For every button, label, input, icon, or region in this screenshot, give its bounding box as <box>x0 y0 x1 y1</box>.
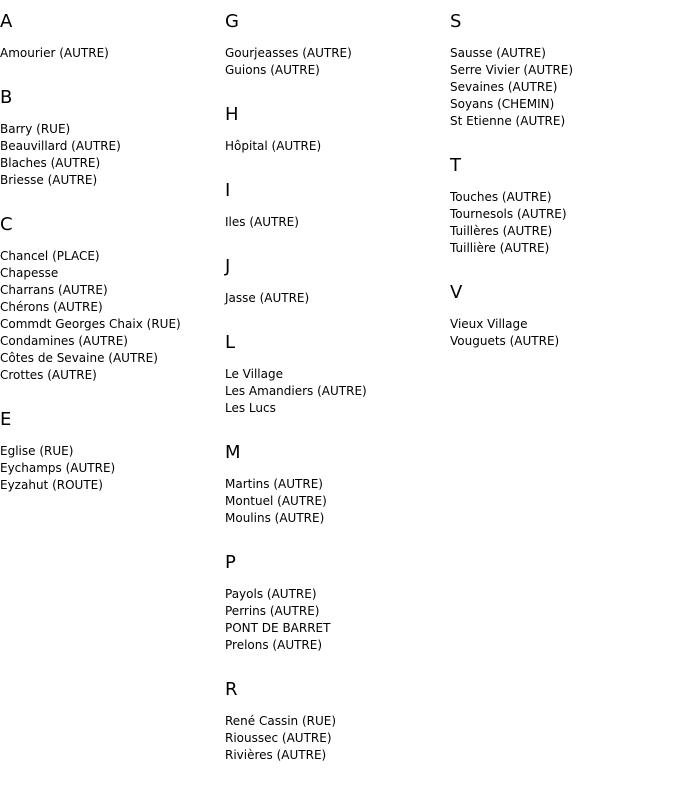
street-link[interactable]: Le Village <box>225 367 283 381</box>
street-link[interactable]: Sevaines (AUTRE) <box>450 80 558 94</box>
street-link[interactable]: Tournesols (AUTRE) <box>450 207 567 221</box>
street-link[interactable]: Les Amandiers (AUTRE) <box>225 384 367 398</box>
letter-group <box>225 678 445 764</box>
letter-group <box>225 551 445 654</box>
street-link[interactable]: Moulins (AUTRE) <box>225 511 325 525</box>
index-column-2 <box>225 10 445 788</box>
street-link[interactable]: Eyzahut (ROUTE) <box>0 478 103 492</box>
street-link[interactable]: Tuillères (AUTRE) <box>450 224 553 238</box>
street-list <box>0 248 220 384</box>
letter-heading: R <box>225 679 238 700</box>
street-list <box>0 443 220 494</box>
letter-group <box>0 86 220 189</box>
letter-group <box>225 255 445 307</box>
street-list <box>450 316 670 350</box>
letter-heading: T <box>450 155 461 176</box>
letter-group <box>0 408 220 494</box>
street-link[interactable]: Eglise (RUE) <box>0 444 74 458</box>
street-link[interactable]: Sausse (AUTRE) <box>450 46 546 60</box>
letter-group <box>225 331 445 417</box>
street-link[interactable]: PONT DE BARRET <box>225 621 331 635</box>
street-link[interactable]: Touches (AUTRE) <box>450 190 552 204</box>
street-link[interactable]: Condamines (AUTRE) <box>0 334 128 348</box>
street-link[interactable]: Perrins (AUTRE) <box>225 604 320 618</box>
letter-heading: E <box>0 409 12 430</box>
street-link[interactable]: Briesse (AUTRE) <box>0 173 98 187</box>
street-link[interactable]: Chapesse <box>0 266 59 280</box>
letter-group <box>225 441 445 527</box>
street-list <box>225 290 445 307</box>
street-list <box>450 189 670 257</box>
street-list <box>0 121 220 189</box>
street-link[interactable]: Soyans (CHEMIN) <box>450 97 555 111</box>
letter-heading: M <box>225 442 241 463</box>
letter-heading: B <box>0 87 13 108</box>
street-list <box>225 366 445 417</box>
street-link[interactable]: Beauvillard (AUTRE) <box>0 139 121 153</box>
street-link[interactable]: Blaches (AUTRE) <box>0 156 101 170</box>
street-link[interactable]: Iles (AUTRE) <box>225 215 299 229</box>
street-link[interactable]: René Cassin (RUE) <box>225 714 337 728</box>
letter-group <box>0 213 220 384</box>
street-list <box>225 138 445 155</box>
street-link[interactable]: Chancel (PLACE) <box>0 249 100 263</box>
street-list <box>225 45 445 79</box>
letter-heading: I <box>225 180 231 201</box>
letter-heading: J <box>225 256 231 277</box>
letter-heading: A <box>0 11 13 32</box>
letter-group <box>450 10 670 130</box>
street-link[interactable]: Barry (RUE) <box>0 122 71 136</box>
street-link[interactable]: Jasse (AUTRE) <box>225 291 310 305</box>
street-link[interactable]: Les Lucs <box>225 401 276 415</box>
street-link[interactable]: Martins (AUTRE) <box>225 477 323 491</box>
street-link[interactable]: Eychamps (AUTRE) <box>0 461 116 475</box>
street-link[interactable]: Gourjeasses (AUTRE) <box>225 46 352 60</box>
letter-group <box>225 10 445 79</box>
street-list <box>225 214 445 231</box>
street-list <box>450 45 670 130</box>
letter-group <box>225 103 445 155</box>
letter-heading: G <box>225 11 239 32</box>
letter-heading: S <box>450 11 462 32</box>
letter-heading: H <box>225 104 239 125</box>
letter-heading: C <box>0 214 13 235</box>
street-link[interactable]: Charrans (AUTRE) <box>0 283 108 297</box>
street-list <box>225 476 445 527</box>
letter-heading: P <box>225 552 236 573</box>
letter-group <box>225 179 445 231</box>
street-link[interactable]: Chérons (AUTRE) <box>0 300 103 314</box>
letter-group <box>450 154 670 257</box>
street-link[interactable]: Rioussec (AUTRE) <box>225 731 332 745</box>
letter-heading: L <box>225 332 236 353</box>
street-link[interactable]: Hôpital (AUTRE) <box>225 139 322 153</box>
index-column-1 <box>0 10 220 518</box>
street-link[interactable]: Prelons (AUTRE) <box>225 638 323 652</box>
letter-group <box>0 10 220 62</box>
street-link[interactable]: Amourier (AUTRE) <box>0 46 109 60</box>
street-link[interactable]: Montuel (AUTRE) <box>225 494 327 508</box>
street-list <box>0 45 220 62</box>
street-link[interactable]: St Etienne (AUTRE) <box>450 114 566 128</box>
street-link[interactable]: Vieux Village <box>450 317 528 331</box>
street-list <box>225 586 445 654</box>
index-column-3 <box>450 10 670 374</box>
street-link[interactable]: Tuillière (AUTRE) <box>450 241 550 255</box>
street-link[interactable]: Serre Vivier (AUTRE) <box>450 63 574 77</box>
street-link[interactable]: Vouguets (AUTRE) <box>450 334 560 348</box>
street-link[interactable]: Payols (AUTRE) <box>225 587 317 601</box>
letter-group <box>450 281 670 350</box>
street-link[interactable]: Crottes (AUTRE) <box>0 368 97 382</box>
letter-heading: V <box>450 282 463 303</box>
street-list <box>225 713 445 764</box>
street-link[interactable]: Guions (AUTRE) <box>225 63 320 77</box>
street-link[interactable]: Côtes de Sevaine (AUTRE) <box>0 351 158 365</box>
street-link[interactable]: Commdt Georges Chaix (RUE) <box>0 317 181 331</box>
street-link[interactable]: Rivières (AUTRE) <box>225 748 327 762</box>
